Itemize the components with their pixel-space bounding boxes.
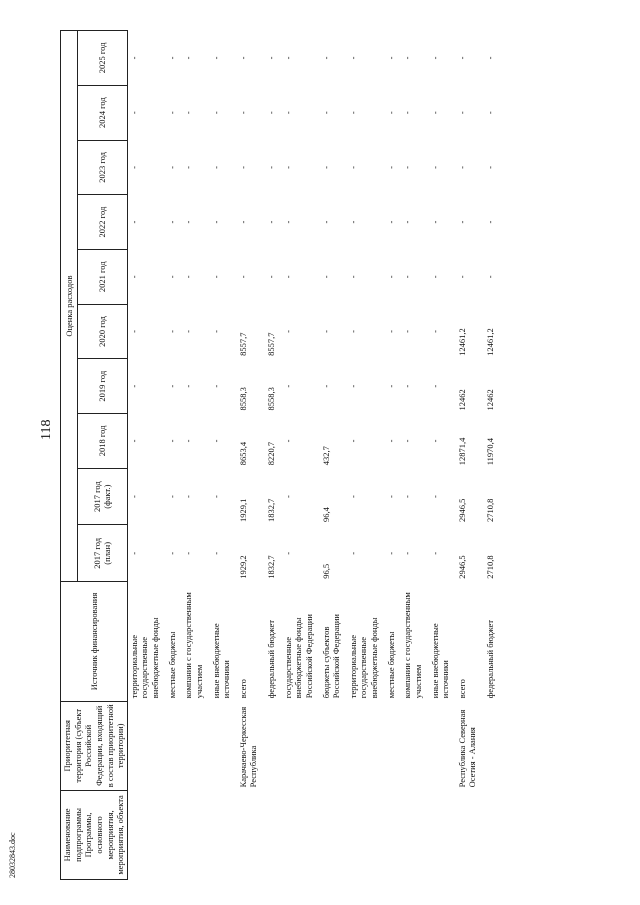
table-row — [237, 31, 265, 880]
cell-value: - — [402, 56, 413, 60]
cell-territory — [429, 701, 456, 790]
header-year: 2023 год — [77, 140, 127, 195]
table-row — [182, 31, 209, 880]
cell-source: федеральный бюджет — [485, 619, 495, 699]
cell-value: - — [128, 56, 139, 60]
cell-value: - — [183, 384, 194, 388]
cell-value: - — [282, 330, 293, 333]
cell-value: - — [266, 275, 276, 279]
cell-value: - — [166, 220, 177, 224]
cell-value: - — [183, 551, 194, 555]
cell-source: территориальные государственные внебюджетные фонды — [347, 617, 379, 699]
cell-source: всего — [237, 679, 248, 699]
cell-value: - — [385, 56, 396, 60]
table-row — [456, 31, 484, 880]
cell-territory — [210, 701, 237, 790]
cell-name — [182, 790, 209, 879]
cell-value: - — [347, 165, 358, 169]
cell-value: - — [166, 330, 177, 333]
table-row — [210, 31, 237, 880]
table-row — [166, 31, 183, 880]
cell-value: - — [402, 275, 413, 279]
cell-value: - — [385, 111, 396, 115]
cell-value: - — [128, 495, 139, 499]
cell-source: иные внебюджетные источники — [210, 623, 232, 699]
cell-territory — [127, 701, 165, 790]
cell-value: - — [385, 495, 396, 499]
cell-territory — [282, 701, 320, 790]
cell-value: - — [210, 220, 221, 224]
cell-value: - — [166, 439, 177, 443]
cell-source: местные бюджеты — [385, 631, 396, 699]
cell-value: - — [320, 111, 331, 115]
cell-territory: Республика Северная Осетия - Алания — [456, 709, 478, 788]
cell-value: - — [485, 111, 495, 115]
cell-value: - — [237, 220, 248, 224]
cell-value: 96,5 — [320, 563, 331, 579]
cell-value: - — [429, 220, 440, 224]
cell-value: - — [485, 275, 495, 279]
cell-value: - — [210, 330, 221, 333]
cell-value: - — [237, 111, 248, 115]
cell-value: 1832,7 — [266, 498, 276, 522]
cell-name — [320, 790, 347, 879]
cell-value: 12871,4 — [456, 437, 467, 466]
cell-value: - — [210, 111, 221, 115]
cell-name — [429, 790, 456, 879]
cell-value: - — [320, 56, 331, 60]
cell-name — [127, 790, 165, 879]
cell-value: 8557,7 — [266, 332, 276, 356]
cell-value: - — [402, 330, 413, 333]
cell-value: - — [166, 56, 177, 60]
cell-value: - — [429, 56, 440, 60]
table-row — [401, 31, 428, 880]
cell-value: - — [183, 56, 194, 60]
cell-name — [401, 790, 428, 879]
cell-value: - — [210, 384, 221, 388]
cell-name — [282, 790, 320, 879]
cell-value: - — [347, 330, 358, 333]
cell-territory — [484, 701, 501, 790]
cell-value: - — [402, 439, 413, 443]
table-row — [282, 31, 320, 880]
cell-value: - — [210, 439, 221, 443]
cell-value: - — [166, 551, 177, 555]
cell-value: - — [456, 165, 467, 169]
header-year: 2021 год — [77, 249, 127, 304]
cell-value: 96,4 — [320, 507, 331, 522]
cell-value: - — [166, 275, 177, 279]
cell-value: - — [429, 551, 440, 555]
cell-value: - — [347, 495, 358, 499]
header-name: Наименование подпрограммы Программы, основного мероприятия, мероприятия, объекта — [61, 790, 128, 879]
cell-value: - — [210, 56, 221, 60]
cell-value: - — [485, 220, 495, 224]
cell-value: - — [128, 384, 139, 388]
cell-value: - — [402, 551, 413, 555]
cell-territory — [385, 701, 402, 790]
cell-value: - — [402, 495, 413, 499]
cell-territory — [320, 701, 347, 790]
cell-value: - — [485, 56, 495, 60]
cell-value: - — [347, 275, 358, 279]
cell-value: - — [347, 384, 358, 388]
cell-source: компании с государственным участием — [402, 592, 423, 699]
cell-value: - — [385, 330, 396, 333]
cell-value: - — [183, 111, 194, 115]
cell-value: - — [402, 165, 413, 169]
table-row — [265, 31, 282, 880]
cell-value: - — [183, 165, 194, 169]
cell-value: - — [128, 275, 139, 279]
cell-value: 8558,3 — [237, 387, 248, 411]
cell-source: иные внебюджетные источники — [429, 623, 451, 699]
cell-value: - — [402, 220, 413, 224]
cell-source: государственные внебюджетные фонды Российской Федерации — [282, 614, 314, 699]
cell-name — [166, 790, 183, 879]
cell-value: - — [166, 384, 177, 388]
cell-value: - — [320, 275, 331, 279]
cell-value: - — [385, 275, 396, 279]
cell-value: - — [347, 551, 358, 555]
cell-value: - — [320, 220, 331, 224]
cell-territory — [401, 701, 428, 790]
cell-value: - — [320, 330, 331, 333]
cell-value: - — [429, 439, 440, 443]
cell-territory — [166, 701, 183, 790]
header-year: 2020 год — [77, 304, 127, 359]
cell-value: - — [128, 165, 139, 169]
cell-value: 432,7 — [320, 446, 331, 466]
cell-source: местные бюджеты — [166, 631, 177, 699]
cell-value: 12461,2 — [485, 328, 495, 356]
cell-source: бюджеты субъектов Российской Федерации — [320, 614, 342, 699]
header-year: 2022 год — [77, 195, 127, 250]
cell-value: - — [320, 384, 331, 388]
cell-value: - — [282, 439, 293, 443]
cell-value: 12462 — [485, 389, 495, 411]
cell-value: - — [456, 111, 467, 115]
cell-value: 8220,7 — [266, 441, 276, 466]
cell-territory — [265, 701, 282, 790]
cell-value: 2946,5 — [456, 498, 467, 522]
header-year: 2024 год — [77, 85, 127, 140]
cell-value: - — [456, 275, 467, 279]
cell-value: 2710,8 — [485, 498, 495, 522]
cell-value: - — [385, 439, 396, 443]
cell-value: 1929,2 — [237, 555, 248, 579]
cell-source: территориальные государственные внебюджетные фонды — [128, 617, 160, 699]
cell-value: 8557,7 — [237, 332, 248, 356]
cell-value: - — [128, 330, 139, 333]
cell-value: - — [128, 551, 139, 555]
table-row — [320, 31, 347, 880]
cell-name — [210, 790, 237, 879]
cell-value: - — [266, 56, 276, 60]
header-year: 2018 год — [77, 414, 127, 469]
header-year: 2017 год (план) — [77, 525, 127, 582]
cell-value: 1929,1 — [237, 498, 248, 522]
expenditure-table — [60, 30, 501, 880]
cell-value: - — [282, 495, 293, 499]
cell-value: - — [429, 384, 440, 388]
cell-value: - — [237, 56, 248, 60]
cell-value: - — [128, 439, 139, 443]
cell-value: - — [429, 275, 440, 279]
cell-territory: Карачаево-Черкесская Республика — [237, 706, 259, 788]
cell-value: - — [385, 165, 396, 169]
cell-value: - — [282, 111, 293, 115]
rotated-table-container — [60, 30, 580, 880]
header-year: 2019 год — [77, 359, 127, 414]
cell-value: - — [429, 111, 440, 115]
cell-value: - — [385, 384, 396, 388]
cell-value: - — [282, 384, 293, 388]
cell-value: - — [266, 165, 276, 169]
cell-value: - — [128, 111, 139, 115]
cell-source: федеральный бюджет — [266, 619, 276, 699]
cell-territory — [347, 701, 385, 790]
cell-value: 12462 — [456, 389, 467, 411]
cell-value: - — [282, 275, 293, 279]
cell-value: - — [282, 165, 293, 169]
table-row — [385, 31, 402, 880]
cell-source: компании с государственным участием — [183, 592, 204, 699]
cell-value: - — [183, 495, 194, 499]
cell-value: - — [282, 551, 293, 555]
page-number: 118 — [39, 419, 54, 440]
cell-value: 8653,4 — [237, 441, 248, 466]
cell-value: - — [347, 56, 358, 60]
cell-source: всего — [456, 679, 467, 699]
cell-value: - — [429, 495, 440, 499]
cell-value: - — [166, 111, 177, 115]
cell-value: 1832,7 — [266, 555, 276, 579]
cell-name — [456, 790, 484, 879]
cell-value: 12461,2 — [456, 328, 467, 356]
header-year: 2017 год (факт.) — [77, 468, 127, 525]
cell-value: - — [456, 220, 467, 224]
cell-value: - — [183, 220, 194, 224]
table-row — [429, 31, 456, 880]
cell-value: - — [237, 275, 248, 279]
cell-value: - — [210, 165, 221, 169]
cell-value: - — [385, 551, 396, 555]
header-year: 2025 год — [77, 31, 127, 86]
table-row — [127, 31, 165, 880]
cell-value: - — [210, 275, 221, 279]
cell-value: 11970,4 — [485, 437, 495, 466]
cell-value: - — [282, 56, 293, 60]
cell-value: - — [385, 220, 396, 224]
cell-value: - — [456, 56, 467, 60]
document-code: 28032843.doc — [8, 832, 17, 878]
cell-name — [265, 790, 282, 879]
cell-value: 8558,3 — [266, 387, 276, 411]
header-territory: Приоритетная территория (субъект Российской Федерации, входящий в состав приоритетной территории) — [61, 701, 128, 790]
cell-value: - — [266, 220, 276, 224]
table-row — [347, 31, 385, 880]
cell-value: - — [183, 275, 194, 279]
cell-value: - — [183, 439, 194, 443]
table-row — [484, 31, 501, 880]
cell-value: - — [347, 439, 358, 443]
cell-value: - — [402, 111, 413, 115]
cell-value: - — [166, 495, 177, 499]
cell-value: - — [210, 495, 221, 499]
cell-territory — [182, 701, 209, 790]
cell-value: - — [166, 165, 177, 169]
header-expense-estimate: Оценка расходов — [61, 31, 78, 582]
header-source: Источник финансирования — [61, 582, 128, 702]
cell-value: - — [266, 111, 276, 115]
cell-value: - — [320, 165, 331, 169]
cell-value: - — [237, 165, 248, 169]
cell-value: - — [402, 384, 413, 388]
cell-value: - — [282, 220, 293, 224]
cell-name — [237, 790, 265, 879]
cell-name — [385, 790, 402, 879]
cell-value: - — [347, 111, 358, 115]
cell-value: - — [128, 220, 139, 224]
cell-value: - — [429, 330, 440, 333]
cell-name — [347, 790, 385, 879]
cell-value: 2710,8 — [485, 555, 495, 579]
cell-value: - — [183, 330, 194, 333]
cell-value: - — [347, 220, 358, 224]
cell-value: - — [485, 165, 495, 169]
cell-value: 2946,5 — [456, 555, 467, 579]
cell-name — [484, 790, 501, 879]
cell-value: - — [210, 551, 221, 555]
cell-value: - — [429, 165, 440, 169]
